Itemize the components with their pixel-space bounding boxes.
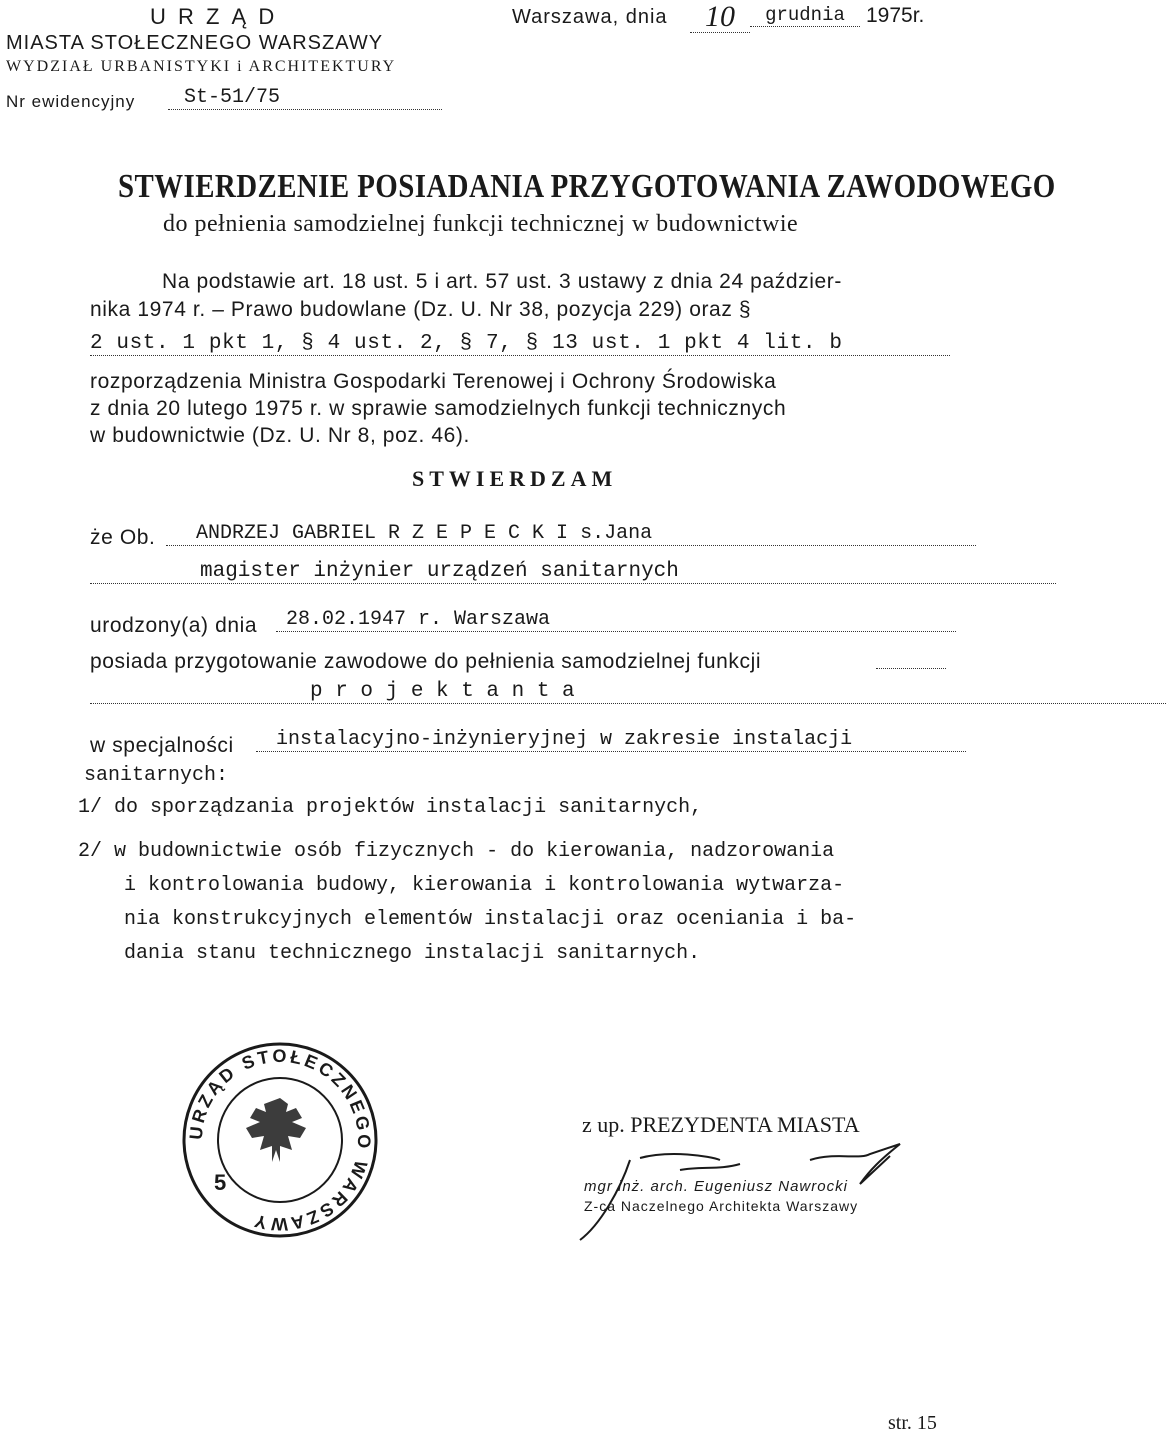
date-day: 10 xyxy=(690,0,750,33)
ob-label: że Ob. xyxy=(90,526,156,549)
scope-item-2-line2: i kontrolowania budowy, kierowania i kontrolowania wytwarza- xyxy=(124,874,845,897)
place-date-prefix: Warszawa, dnia xyxy=(512,6,668,28)
page-number: str. 15 xyxy=(888,1412,937,1434)
person-degree: magister inżynier urządzeń sanitarnych xyxy=(90,560,1056,584)
born-label: urodzony(a) dnia xyxy=(90,614,258,637)
office-name-line2: MIASTA STOŁECZNEGO WARSZAWY xyxy=(6,32,384,54)
evidence-number: St-51/75 xyxy=(168,86,442,110)
qualification-line1: posiada przygotowanie zawodowe do pełnienia samodzielnej funkcji xyxy=(90,650,762,673)
scope-item-1: 1/ do sporządzania projektów instalacji sanitarnych, xyxy=(78,796,703,819)
legal-basis-line3: 2 ust. 1 pkt 1, § 4 ust. 2, § 7, § 13 ust. 1 pkt 4 lit. b xyxy=(90,332,950,356)
function-value: p r o j e k t a n t a xyxy=(90,680,1166,704)
person-name: ANDRZEJ GABRIEL R Z E P E C K I s.Jana xyxy=(166,522,976,546)
stwierdzam-heading: STWIERDZAM xyxy=(412,466,618,491)
legal-basis-line2: nika 1974 r. – Prawo budowlane (Dz. U. Nr 38, pozycja 229) oraz § xyxy=(90,298,752,321)
qualification-line1-dots xyxy=(876,668,946,669)
office-name-line1: U R Z Ą D xyxy=(150,4,278,29)
date-month: grudnia xyxy=(750,4,860,27)
signatory-name: mgr inż. arch. Eugeniusz Nawrocki xyxy=(584,1178,848,1195)
evidence-label: Nr ewidencyjny xyxy=(6,92,136,111)
specialty-label: w specjalności xyxy=(90,734,234,757)
stamp-number: 5 xyxy=(214,1170,227,1195)
official-round-stamp xyxy=(180,1040,380,1240)
born-value: 28.02.1947 r. Warszawa xyxy=(276,608,956,632)
scope-item-2-line1: 2/ w budownictwie osób fizycznych - do kierowania, nadzorowania xyxy=(78,840,835,863)
document-subtitle: do pełnienia samodzielnej funkcji technicznej w budownictwie xyxy=(163,211,799,237)
scope-item-2-line3: nia konstrukcyjnych elementów instalacji oraz oceniania i ba- xyxy=(124,908,857,931)
date-year: 1975r. xyxy=(866,4,925,27)
scope-item-2-line4: dania stanu technicznego instalacji sanitarnych. xyxy=(124,942,701,965)
eagle-emblem-icon xyxy=(246,1098,306,1162)
legal-basis-line4: rozporządzenia Ministra Gospodarki Terenowej i Ochrony Środowiska xyxy=(90,370,777,393)
specialty-value: instalacyjno-inżynieryjnej w zakresie instalacji xyxy=(256,728,966,752)
signature-for: z up. PREZYDENTA MIASTA xyxy=(582,1112,860,1137)
office-name-line3: WYDZIAŁ URBANISTYKI i ARCHITEKTURY xyxy=(6,58,397,75)
signatory-role: Z-ca Naczelnego Architekta Warszawy xyxy=(584,1198,859,1214)
specialty-continuation: sanitarnych: xyxy=(84,764,229,787)
stamp-ring-text: URZĄD STOŁECZNEGO WARSZAWY xyxy=(185,1045,375,1235)
legal-basis-line6: w budownictwie (Dz. U. Nr 8, poz. 46). xyxy=(90,424,470,447)
legal-basis-line5: z dnia 20 lutego 1975 r. w sprawie samodzielnych funkcji technicznych xyxy=(90,397,787,420)
legal-basis-line1: Na podstawie art. 18 ust. 5 i art. 57 ust. 3 ustawy z dnia 24 paździer- xyxy=(162,270,842,293)
document-title: STWIERDZENIE POSIADANIA PRZYGOTOWANIA ZAWODOWEGO xyxy=(118,168,1056,205)
